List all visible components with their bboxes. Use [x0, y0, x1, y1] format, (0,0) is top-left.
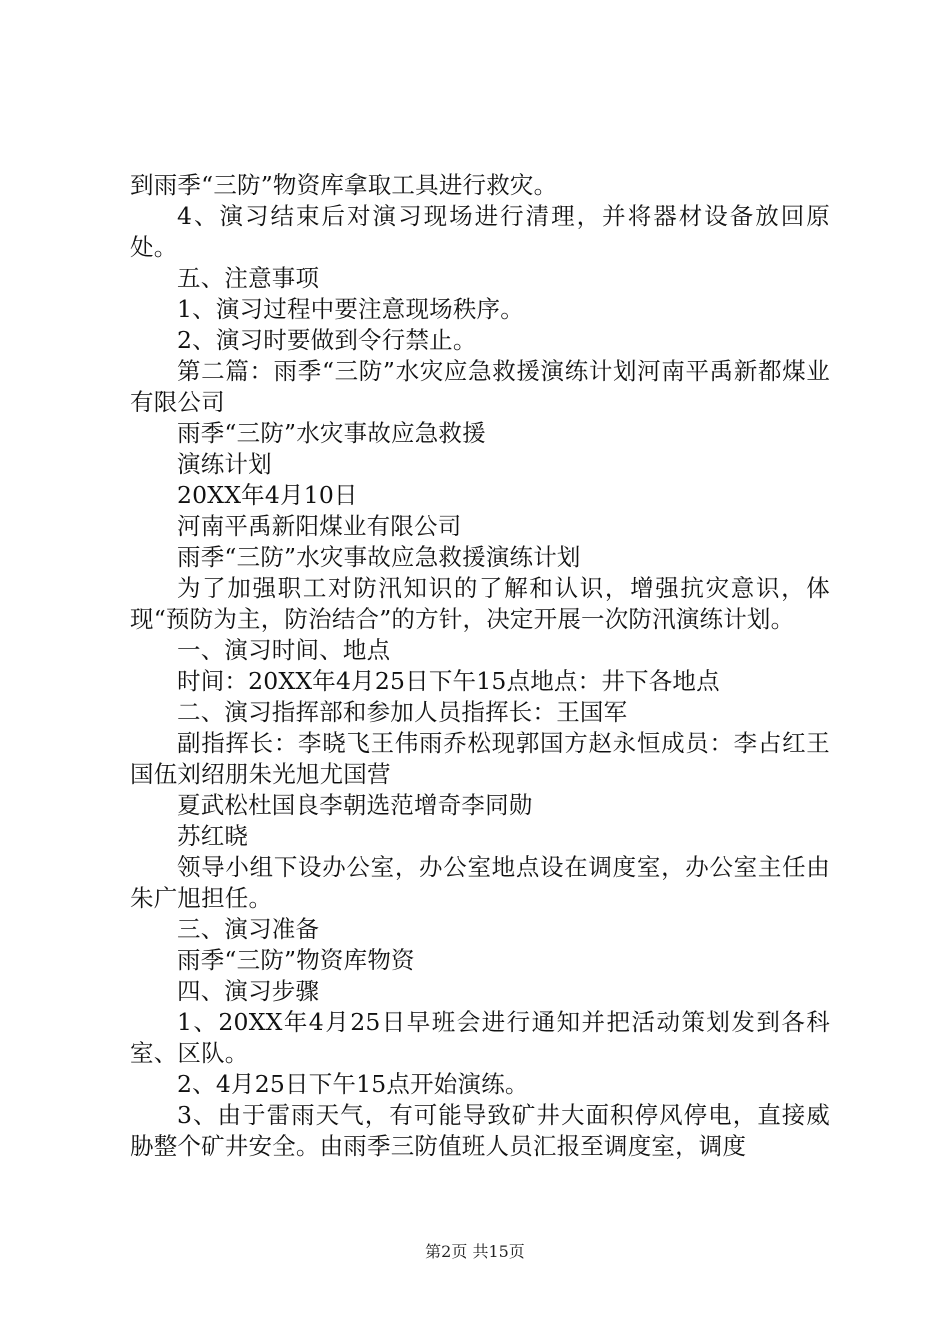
document-paragraph: 20XX年4月10日	[177, 481, 358, 509]
document-paragraph: 五、注意事项	[177, 264, 320, 292]
document-paragraph: 雨季“三防”物资库物资	[177, 946, 415, 974]
document-paragraph: 三、演习准备	[177, 915, 320, 943]
document-paragraph: 1、演习过程中要注意现场秩序。	[177, 295, 524, 323]
document-paragraph: 1、20XX年4月25日早班会进行通知并把活动策划发到各科室、区队。	[130, 1008, 830, 1067]
document-paragraph: 3、由于雷雨天气，有可能导致矿井大面积停风停电，直接威胁整个矿井安全。由雨季三防值班人员汇报至调度室，调度	[130, 1101, 830, 1160]
document-paragraph: 副指挥长：李晓飞王伟雨乔松现郭国方赵永恒成员：李占红王国伍刘绍朋朱光旭尤国营	[130, 729, 830, 788]
document-paragraph: 到雨季“三防”物资库拿取工具进行救灾。	[130, 171, 558, 199]
document-body	[130, 170, 830, 1162]
document-paragraph: 时间：20XX年4月25日下午15点地点：井下各地点	[177, 667, 720, 695]
document-paragraph: 河南平禹新阳煤业有限公司	[177, 512, 462, 540]
document-paragraph: 2、4月25日下午15点开始演练。	[177, 1070, 529, 1098]
page-footer: 第2页 共15页	[425, 1242, 525, 1261]
document-paragraph: 4、演习结束后对演习现场进行清理，并将器材设备放回原处。	[130, 202, 830, 261]
document-paragraph: 夏武松杜国良李朝选范增奇李同勋	[177, 791, 533, 819]
document-paragraph: 雨季“三防”水灾事故应急救援演练计划	[177, 543, 581, 571]
document-paragraph: 领导小组下设办公室，办公室地点设在调度室，办公室主任由朱广旭担任。	[130, 853, 830, 912]
document-paragraph: 一、演习时间、地点	[177, 636, 391, 664]
document-paragraph: 苏红晓	[177, 822, 249, 850]
document-paragraph: 四、演习步骤	[177, 977, 320, 1005]
document-paragraph: 2、演习时要做到令行禁止。	[177, 326, 477, 354]
document-paragraph: 二、演习指挥部和参加人员指挥长：王国军	[177, 698, 628, 726]
document-paragraph: 演练计划	[177, 450, 272, 478]
document-paragraph: 第二篇：雨季“三防”水灾应急救援演练计划河南平禹新都煤业有限公司	[130, 357, 830, 416]
document-paragraph: 为了加强职工对防汛知识的了解和认识，增强抗灾意识，体现“预防为主，防治结合”的方针，决定开展一次防汛演练计划。	[130, 574, 830, 633]
document-paragraph: 雨季“三防”水灾事故应急救援	[177, 419, 486, 447]
